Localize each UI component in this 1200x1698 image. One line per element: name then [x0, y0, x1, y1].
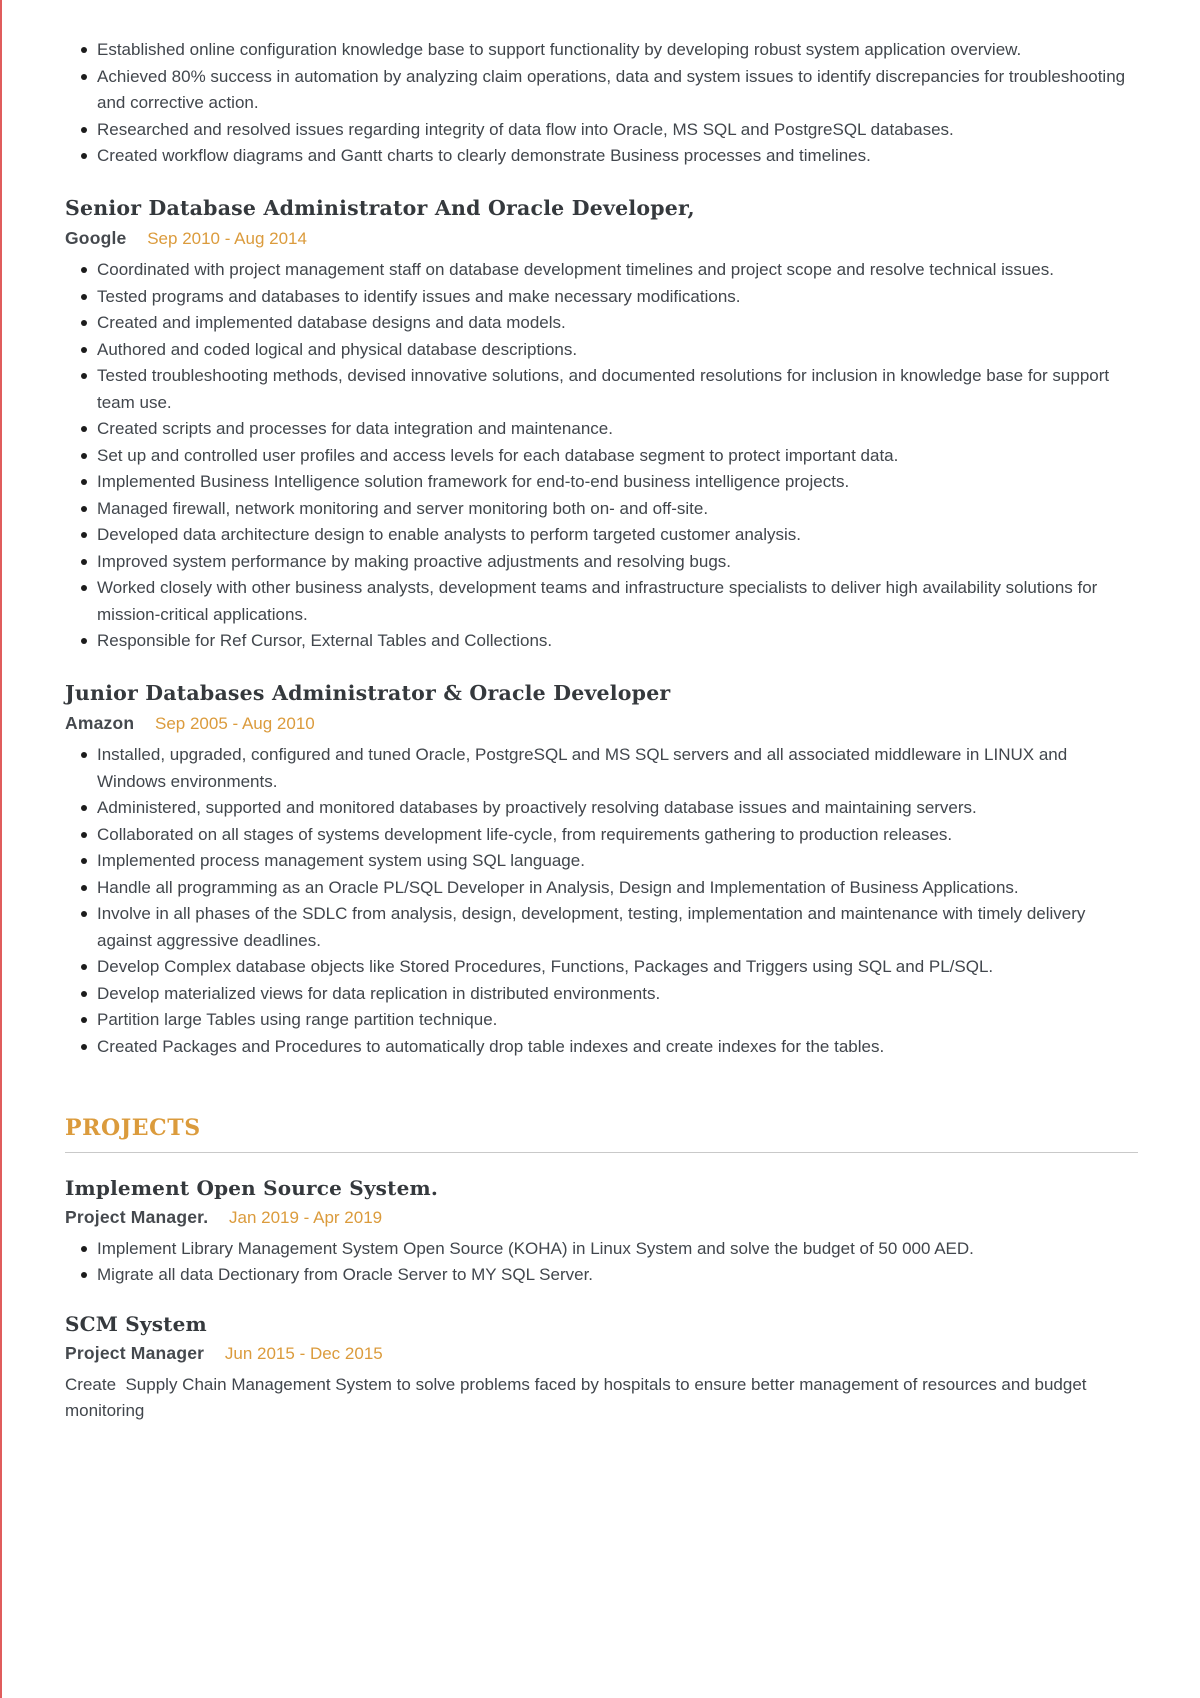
- project-meta: [65, 1204, 1138, 1231]
- section-divider: [65, 1152, 1138, 1153]
- job-section-senior: [65, 195, 1138, 655]
- bullet-item: Authored and coded logical and physical database descriptions.: [65, 337, 1138, 364]
- bullet-item: Develop materialized views for data replication in distributed environments.: [65, 981, 1138, 1008]
- job-meta: [65, 710, 1138, 737]
- bullet-item: Responsible for Ref Cursor, External Tables and Collections.: [65, 628, 1138, 655]
- bullet-item: Implemented process management system using SQL language.: [65, 848, 1138, 875]
- job-dates: Sep 2010 - Aug 2014: [147, 229, 307, 249]
- bullet-item: Develop Complex database objects like Stored Procedures, Functions, Packages and Triggers using SQL and PL/SQL.: [65, 954, 1138, 981]
- bullet-item: Developed data architecture design to enable analysts to perform targeted customer analysis.: [65, 522, 1138, 549]
- bullet-item: Created scripts and processes for data integration and maintenance.: [65, 416, 1138, 443]
- bullet-list: [65, 37, 1138, 170]
- project-dates: Jun 2015 - Dec 2015: [224, 1343, 383, 1363]
- job-section-junior: [65, 680, 1138, 1061]
- projects-heading: PROJECTS: [65, 1115, 201, 1142]
- bullet-item: Collaborated on all stages of systems development life-cycle, from requirements gathering to production releases.: [65, 822, 1138, 849]
- employer-name: Amazon: [65, 713, 135, 734]
- bullet-item: Created and implemented database designs and data models.: [65, 310, 1138, 337]
- project-meta: [65, 1340, 1138, 1367]
- job-title: Junior Databases Administrator & Oracle Developer: [65, 680, 671, 705]
- job-dates: Sep 2005 - Aug 2010: [155, 714, 315, 734]
- bullet-item: Created workflow diagrams and Gantt charts to clearly demonstrate Business processes and timelines.: [65, 143, 1138, 170]
- project-dates: Jan 2019 - Apr 2019: [229, 1207, 383, 1227]
- bullet-item: Created Packages and Procedures to automatically drop table indexes and create indexes for the tables.: [65, 1034, 1138, 1061]
- bullet-item: Installed, upgraded, configured and tuned Oracle, PostgreSQL and MS SQL servers and all associated middleware in LINUX and Windows environments.: [65, 742, 1138, 795]
- employer-name: Google: [65, 228, 127, 249]
- bullet-item: Tested troubleshooting methods, devised innovative solutions, and documented resolutions for inclusion in knowledge base for support team use.: [65, 363, 1138, 416]
- bullet-item: Set up and controlled user profiles and access levels for each database segment to protect important data.: [65, 443, 1138, 470]
- bullet-item: Migrate all data Dectionary from Oracle Server to MY SQL Server.: [65, 1262, 1138, 1289]
- bullet-item: Coordinated with project management staff on database development timelines and project scope and resolve technical issues.: [65, 257, 1138, 284]
- bullet-item: Improved system performance by making proactive adjustments and resolving bugs.: [65, 549, 1138, 576]
- project-role: Project Manager.: [65, 1206, 209, 1227]
- experience-continuation-section: [65, 37, 1138, 170]
- bullet-item: Tested programs and databases to identify issues and make necessary modifications.: [65, 284, 1138, 311]
- bullet-item: Worked closely with other business analysts, development teams and infrastructure specialists to deliver high availability solutions for mission-critical applications.: [65, 575, 1138, 628]
- bullet-item: Established online configuration knowledge base to support functionality by developing robust system application overview.: [65, 37, 1138, 64]
- bullet-item: Administered, supported and monitored databases by proactively resolving database issues and maintaining servers.: [65, 795, 1138, 822]
- bullet-item: Implemented Business Intelligence solution framework for end-to-end business intelligence projects.: [65, 469, 1138, 496]
- bullet-item: Partition large Tables using range partition technique.: [65, 1007, 1138, 1034]
- bullet-item: Implement Library Management System Open Source (KOHA) in Linux System and solve the budget of 50 000 AED.: [65, 1236, 1138, 1263]
- project-title: Implement Open Source System.: [65, 1175, 439, 1200]
- bullet-item: Managed firewall, network monitoring and server monitoring both on- and off-site.: [65, 496, 1138, 523]
- project-role: Project Manager: [65, 1342, 205, 1363]
- project-item-scm: [65, 1311, 1138, 1425]
- bullet-item: Achieved 80% success in automation by analyzing claim operations, data and system issues to identify discrepancies for troubleshooting and corrective action.: [65, 64, 1138, 117]
- projects-section: [65, 1114, 1138, 1425]
- bullet-item: Handle all programming as an Oracle PL/SQL Developer in Analysis, Design and Implementation of Business Applications.: [65, 875, 1138, 902]
- project-item-open-source: [65, 1175, 1138, 1289]
- project-description: Create Supply Chain Management System to solve problems faced by hospitals to ensure better management of resources and budget monitoring: [65, 1374, 1092, 1421]
- bullet-list: [65, 257, 1138, 655]
- bullet-list: [65, 1236, 1138, 1289]
- job-meta: [65, 225, 1138, 252]
- bullet-list: [65, 742, 1138, 1060]
- bullet-item: Researched and resolved issues regarding integrity of data flow into Oracle, MS SQL and PostgreSQL databases.: [65, 117, 1138, 144]
- bullet-item: Involve in all phases of the SDLC from analysis, design, development, testing, implementation and maintenance with timely delivery against aggressive deadlines.: [65, 901, 1138, 954]
- job-title: Senior Database Administrator And Oracle Developer,: [65, 195, 695, 220]
- left-accent-bar: [0, 0, 2, 1698]
- project-title: SCM System: [65, 1311, 207, 1336]
